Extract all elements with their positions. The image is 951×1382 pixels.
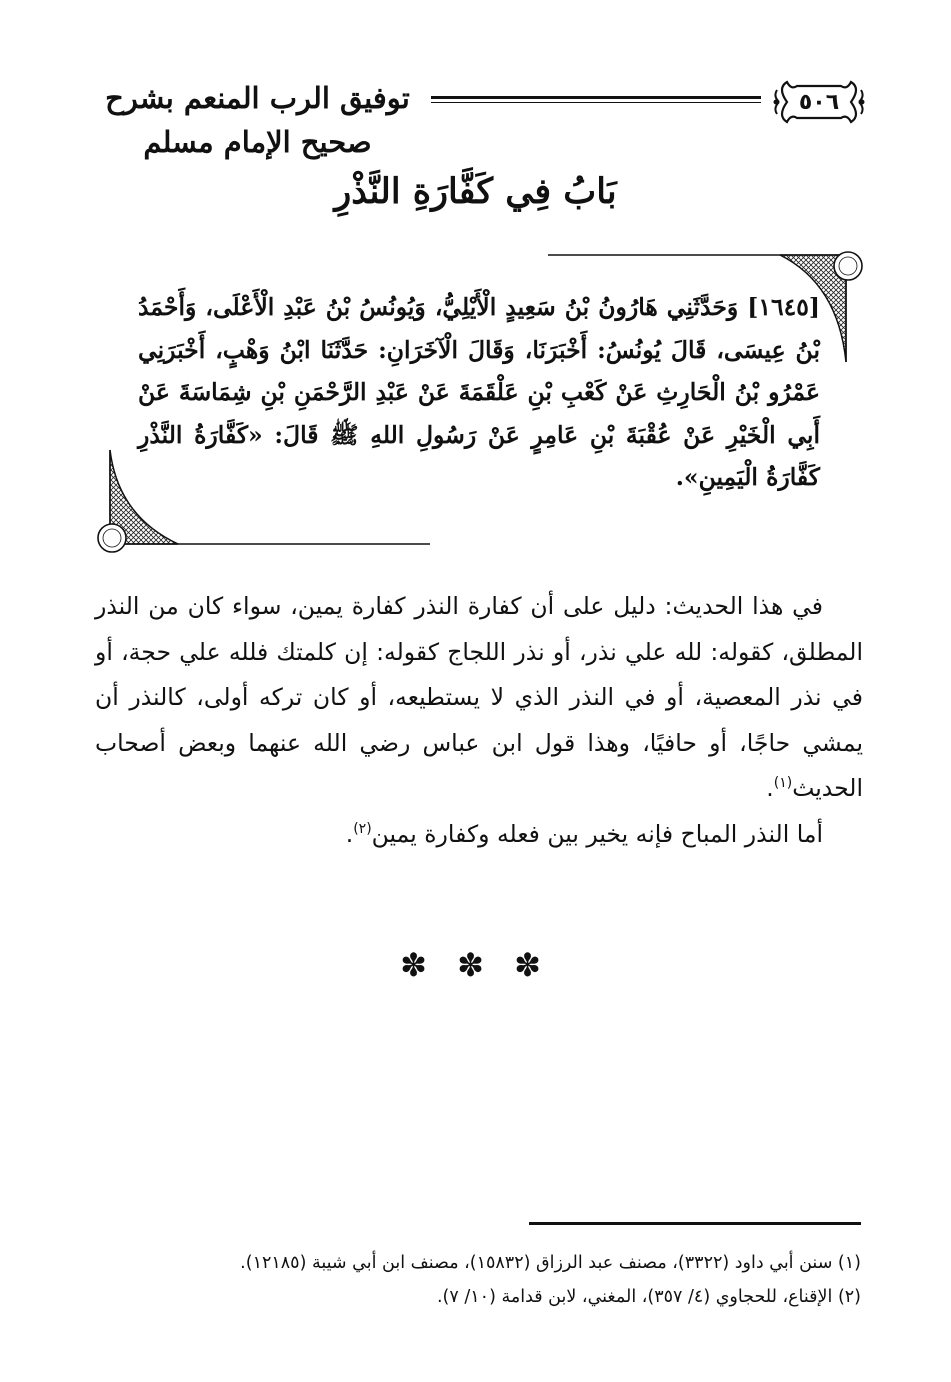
footnote-2: (٢) الإقناع، للحجاوي (٤/ ٣٥٧)، المغني، لابن قدامة (١٠/ ٧). <box>436 1287 861 1307</box>
footnote-1: (١) سنن أبي داود (٣٣٢٢)، مصنف عبد الرزاق (١٥٨٣٢)، مصنف ابن أبي شيبة (١٢١٨٥). <box>240 1253 861 1273</box>
commentary-paragraph <box>95 812 863 858</box>
footnote-ref: (١) <box>773 775 793 791</box>
book-title: توفيق الرب المنعم بشرح صحيح الإمام مسلم <box>105 81 410 159</box>
page-number: ٥٠٦ <box>798 89 840 115</box>
hadith-text <box>138 286 820 499</box>
commentary-paragraph <box>95 584 863 812</box>
page-number-badge <box>773 78 865 126</box>
footnote-ref: (٢) <box>353 820 372 837</box>
section-divider-ornament: ✽ ✽ ✽ <box>400 946 551 984</box>
hadith-number: [١٦٤٥] <box>747 293 821 321</box>
paragraph-end: . <box>345 819 354 848</box>
running-header <box>90 68 865 159</box>
hadith-body: وَحَدَّثَنِي هَارُونُ بْنُ سَعِيدٍ الْأَيْلِيُّ، وَيُونُسُ بْنُ عَبْدِ الْأَعْلَى، وَأَحْمَدُ بْنُ عِيسَى، قَالَ يُونُسُ: أَخْبَرَنَا، وَقَالَ الْآخَرَانِ: حَدَّثَنَا ابْنُ وَهْبٍ، أَخْبَرَنِي عَمْرُو بْنُ الْحَارِثِ عَنْ كَعْبِ بْنِ عَلْقَمَةَ عَنْ عَبْدِ الرَّحْمَنِ بْنِ شِمَاسَةَ عَنْ أَبِي الْخَيْرِ عَنْ عُقْبَةَ بْنِ عَامِرٍ عَنْ رَسُولِ اللهِ ﷺ قَالَ: «كَفَّارَةُ النَّذْرِ كَفَّارَةُ الْيَمِينِ». <box>138 293 820 491</box>
hadith-frame <box>96 250 864 560</box>
chapter-heading: بَابُ فِي كَفَّارَةِ النَّذْرِ <box>334 171 617 212</box>
header-rule <box>431 96 761 104</box>
paragraph-text: في هذا الحديث: دليل على أن كفارة النذر كفارة يمين، سواء كان من النذر المطلق، كقوله: لله علي نذر، أو نذر اللجاج كقوله: إن كلمتك فلله علي حجة، أو في نذر المعصية، أو في النذر الذي لا يستطيعه، أو كان تركه أولى، كالنذر أن يمشي حاجًا، أو حافيًا، وهذا قول ابن عباس رضي الله عنهما وبعض أصحاب الحديث <box>95 592 863 802</box>
paragraph-text: أما النذر المباح فإنه يخير بين فعله وكفارة يمين <box>371 819 823 848</box>
footnote-rule <box>529 1222 861 1225</box>
footnotes <box>90 1246 861 1314</box>
commentary <box>95 584 863 857</box>
paragraph-end: . <box>766 774 774 802</box>
